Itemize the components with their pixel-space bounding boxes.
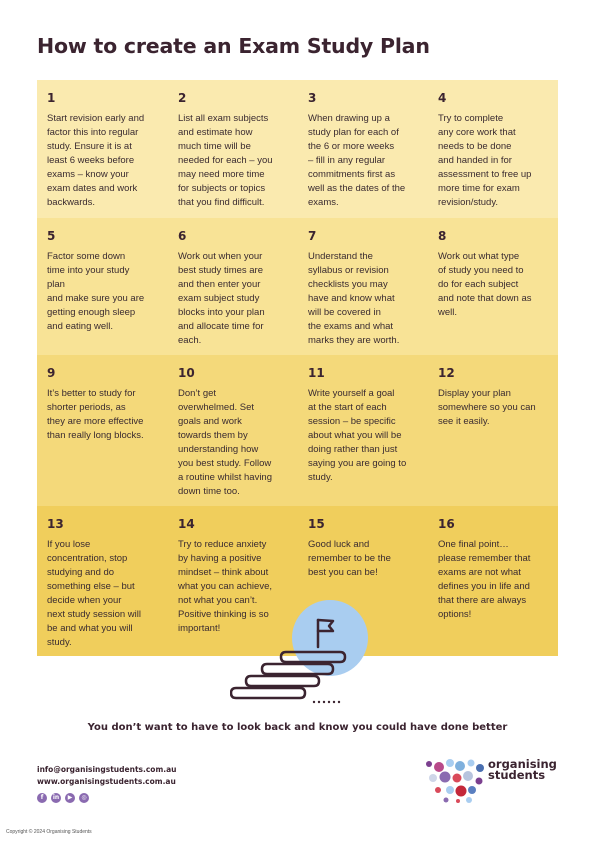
step-card <box>438 80 564 210</box>
step-text: When drawing up a study plan for each of the 6 or more weeks – fill in any regular commitments first as well as the dates of the exams. <box>308 113 406 208</box>
step-number: 8 <box>438 229 447 243</box>
step-card <box>438 355 564 429</box>
step-card <box>47 218 173 334</box>
step-number: 5 <box>47 229 56 243</box>
stairs-flag-illustration <box>230 600 370 712</box>
logo-line-2: students <box>488 768 546 782</box>
tagline: You don’t want to have to look back and know you could have done better <box>87 722 508 733</box>
step-text: Display your plan somewhere so you can see it easily. <box>438 388 536 427</box>
step-number: 3 <box>308 91 317 105</box>
email-link[interactable]: info@organisingstudents.com.au <box>37 765 177 774</box>
instagram-icon[interactable]: ◎ <box>79 793 89 803</box>
website-link[interactable]: www.organisingstudents.com.au <box>37 777 176 786</box>
step-text: One final point… please remember that exams are not what defines you in life and that there are always options! <box>438 539 531 620</box>
facebook-icon[interactable]: f <box>37 793 47 803</box>
social-icons <box>37 793 89 803</box>
step-text: It’s better to study for shorter periods, as they are more effective than really long blocks. <box>47 388 144 441</box>
dotted-line-shape <box>313 701 340 703</box>
step-number: 13 <box>47 517 64 531</box>
contact-info <box>37 764 177 788</box>
logo-dots-icon <box>424 757 486 805</box>
copyright-text: Copyright © 2024 Organising Students <box>6 829 92 835</box>
step-card <box>308 506 434 580</box>
steps-grid <box>37 80 558 656</box>
step-number: 16 <box>438 517 455 531</box>
step-card <box>47 355 173 443</box>
step-card <box>438 218 564 320</box>
step-text: Good luck and remember to be the best you can be! <box>308 539 391 578</box>
step-number: 1 <box>47 91 56 105</box>
steps-row-1 <box>37 80 558 218</box>
step-card <box>308 80 434 210</box>
step-text: Don’t get overwhelmed. Set goals and work towards them by understanding how you best study. Follow a routine whilst having down time too. <box>178 388 272 497</box>
step-card <box>308 218 434 348</box>
logo-line-1: organising <box>488 757 557 771</box>
step-card <box>178 218 304 348</box>
steps-row-2 <box>37 218 558 355</box>
step-number: 11 <box>308 366 325 380</box>
step-number: 6 <box>178 229 187 243</box>
step-text: If you lose concentration, stop studying and do something else – but decide when your next study session will be and what you will study. <box>47 539 141 648</box>
logo-wordmark <box>488 759 557 781</box>
step-text: Work out what type of study you need to do for each subject and note that down as well. <box>438 251 532 318</box>
steps-row-3 <box>37 355 558 506</box>
step-text: Try to complete any core work that needs to be done and handed in for assessment to free up more time for exam revision/study. <box>438 113 532 208</box>
step-text: Try to reduce anxiety by having a positive mindset – think about what you can achieve, not what you can’t. Positive thinking is so important! <box>178 539 273 634</box>
step-card <box>178 355 304 499</box>
step-number: 14 <box>178 517 195 531</box>
linkedin-icon[interactable]: in <box>52 794 60 801</box>
step-text: Understand the syllabus or revision checklists you may have and know what will be covered in the exams and what marks they are worth. <box>308 251 400 346</box>
step-number: 15 <box>308 517 325 531</box>
page-title: How to create an Exam Study Plan <box>37 34 430 58</box>
step-text: Work out when your best study times are and then enter your exam subject study blocks into your plan and allocate time for each. <box>178 251 265 346</box>
step-card <box>47 506 173 650</box>
step-text: Factor some down time into your study plan and make sure you are getting enough sleep and eating well. <box>47 251 145 332</box>
step-card <box>308 355 434 485</box>
step-text: List all exam subjects and estimate how much time will be needed for each – you may need more time for subjects or topics that you find difficult. <box>178 113 273 208</box>
step-number: 12 <box>438 366 455 380</box>
step-number: 9 <box>47 366 56 380</box>
step-card <box>178 80 304 210</box>
step-card <box>47 80 173 210</box>
step-number: 4 <box>438 91 447 105</box>
step-card <box>438 506 564 622</box>
step-text: Start revision early and factor this into regular study. Ensure it is at least 6 weeks before exams – know your exam dates and work backwards. <box>47 113 145 208</box>
step-number: 2 <box>178 91 187 105</box>
step-number: 7 <box>308 229 317 243</box>
step-number: 10 <box>178 366 195 380</box>
youtube-icon[interactable]: ▶ <box>65 793 75 803</box>
step-text: Write yourself a goal at the start of each session – be specific about what you will be doing rather than just saying you are going to study. <box>308 388 407 483</box>
